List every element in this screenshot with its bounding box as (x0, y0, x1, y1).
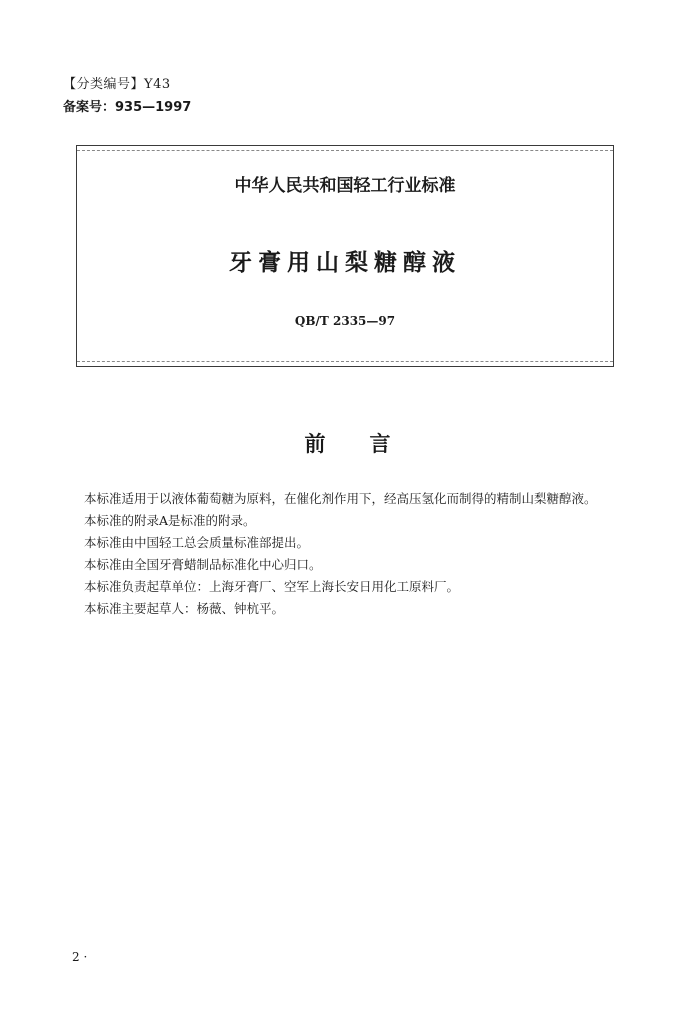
standard-title-box (76, 145, 614, 367)
preface-paragraph: 本标准主要起草人：杨薇、钟杭平。 (84, 601, 285, 616)
standard-code: QB/T 2335—97 (294, 314, 396, 328)
preface-paragraph: 本标准的附录A是标准的附录。 (84, 513, 256, 528)
preface-body (42, 488, 642, 620)
industry-standard-heading: 中华人民共和国轻工行业标准 (234, 176, 456, 196)
page-number: 2 · (72, 950, 88, 964)
preface-paragraph: 本标准适用于以液体葡萄糖为原料，在催化剂作用下，经高压氢化而制得的精制山梨糖醇液。 (84, 491, 597, 506)
preface-heading: 前言 (304, 432, 435, 456)
preface-paragraph: 本标准由全国牙膏蜡制品标准化中心归口。 (84, 557, 322, 572)
classification-number: 【分类编号】Y43 (63, 77, 171, 92)
preface-paragraph: 本标准负责起草单位：上海牙膏厂、空军上海长安日用化工原料厂。 (84, 579, 460, 594)
preface-paragraph: 本标准由中国轻工总会质量标准部提出。 (84, 535, 310, 550)
product-title: 牙膏用山梨糖醇液 (229, 250, 461, 276)
record-number: 备案号：935—1997 (63, 100, 192, 115)
